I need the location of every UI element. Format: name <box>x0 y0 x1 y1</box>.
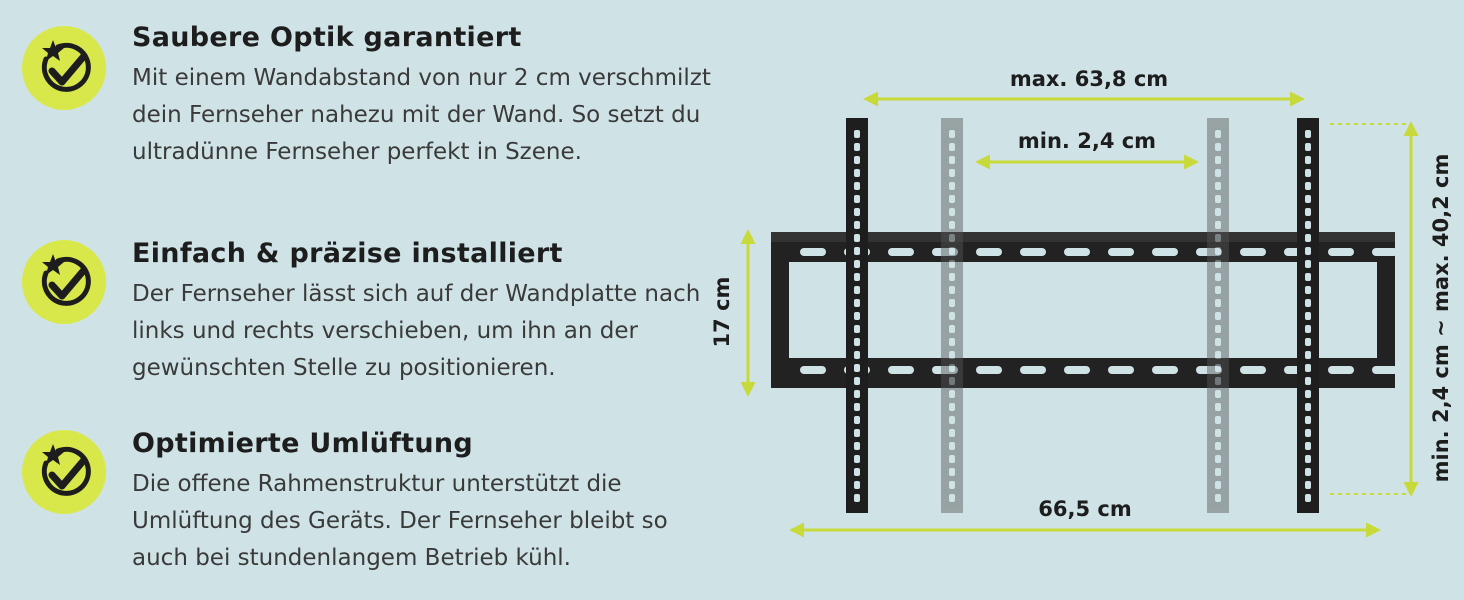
star-check-icon <box>22 430 106 514</box>
bracket-hole <box>1215 351 1221 359</box>
plate-slot <box>800 248 826 256</box>
bracket-hole <box>1305 299 1311 307</box>
bracket-hole <box>854 494 860 502</box>
bracket-hole <box>1215 286 1221 294</box>
bracket-min-right <box>1207 118 1229 513</box>
feature-text: Der Fernseher lässt sich auf der Wandplatte nach links und rechts verschieben, um ihn an der gewünschten Stelle zu positionieren. <box>132 281 701 381</box>
bracket-hole <box>1305 234 1311 242</box>
bracket-hole <box>1215 156 1221 164</box>
plate-slot <box>1064 366 1090 374</box>
bracket-hole <box>949 195 955 203</box>
bracket-hole <box>854 455 860 463</box>
bracket-hole <box>854 195 860 203</box>
bracket-hole <box>1305 221 1311 229</box>
bracket-hole <box>1305 338 1311 346</box>
bracket-hole <box>1215 325 1221 333</box>
bracket-hole <box>949 234 955 242</box>
bracket-hole <box>1215 234 1221 242</box>
bracket-hole <box>949 390 955 398</box>
bracket-hole <box>1305 247 1311 255</box>
plate-slot <box>800 366 826 374</box>
feature-title: Einfach & präzise installiert <box>132 238 563 269</box>
bracket-max-right <box>1297 118 1319 513</box>
star-check-icon <box>22 240 106 324</box>
bracket-hole <box>1215 364 1221 372</box>
bracket-hole <box>949 221 955 229</box>
bracket-hole <box>854 169 860 177</box>
bracket-hole <box>1305 416 1311 424</box>
bracket-hole <box>854 143 860 151</box>
bracket-hole <box>1305 130 1311 138</box>
bracket-hole <box>854 416 860 424</box>
bracket-hole <box>1215 221 1221 229</box>
bracket-max-left <box>846 118 868 513</box>
bracket-hole <box>949 403 955 411</box>
feature-easy-install <box>22 238 712 388</box>
feature-text: Die offene Rahmenstruktur unterstützt die Umlüftung des Geräts. Der Fernseher bleibt so auch bei stundenlangem Betrieb kühl. <box>132 471 668 571</box>
bracket-hole <box>1215 481 1221 489</box>
bracket-hole <box>1215 182 1221 190</box>
bracket-hole <box>949 260 955 268</box>
bracket-hole <box>1215 273 1221 281</box>
plate-slot <box>888 248 914 256</box>
bracket-hole <box>949 299 955 307</box>
vertical-range-label: min. 2,4 cm ~ max. 40,2 cm <box>1429 153 1453 483</box>
plate-slot <box>1152 248 1178 256</box>
bracket-hole <box>949 494 955 502</box>
bracket-hole <box>1215 468 1221 476</box>
bracket-hole <box>949 442 955 450</box>
bracket-hole <box>1305 494 1311 502</box>
plate-slot <box>1328 366 1354 374</box>
bracket-hole <box>949 273 955 281</box>
bracket-hole <box>854 364 860 372</box>
bracket-hole <box>854 156 860 164</box>
bracket-hole <box>1305 481 1311 489</box>
bracket-hole <box>1305 260 1311 268</box>
bracket-hole <box>854 442 860 450</box>
bracket-hole <box>854 390 860 398</box>
plate-slot <box>976 366 1002 374</box>
bracket-hole <box>1305 390 1311 398</box>
bracket-hole <box>1215 429 1221 437</box>
bracket-hole <box>1215 377 1221 385</box>
bracket-hole <box>1305 468 1311 476</box>
bracket-hole <box>949 312 955 320</box>
bracket-hole <box>949 416 955 424</box>
plate-slot <box>1020 366 1046 374</box>
bracket-hole <box>1305 351 1311 359</box>
bracket-hole <box>1305 455 1311 463</box>
bracket-hole <box>949 130 955 138</box>
min-width-label: min. 2,4 cm <box>1017 129 1157 153</box>
feature-title: Saubere Optik garantiert <box>132 22 522 53</box>
bracket-hole <box>854 299 860 307</box>
bracket-hole <box>1305 312 1311 320</box>
bracket-hole <box>1305 403 1311 411</box>
plate-slot <box>1240 366 1266 374</box>
bracket-hole <box>1215 169 1221 177</box>
bracket-hole <box>854 208 860 216</box>
bracket-hole <box>1215 260 1221 268</box>
bracket-hole <box>949 468 955 476</box>
bracket-hole <box>854 377 860 385</box>
bracket-hole <box>949 208 955 216</box>
bracket-hole <box>949 156 955 164</box>
bracket-hole <box>949 182 955 190</box>
height-label: 17 cm <box>710 276 734 348</box>
bracket-hole <box>854 312 860 320</box>
bracket-hole <box>1305 364 1311 372</box>
plate-slot <box>1328 248 1354 256</box>
bracket-hole <box>1305 273 1311 281</box>
bracket-hole <box>1305 143 1311 151</box>
bracket-hole <box>1215 338 1221 346</box>
bracket-hole <box>949 286 955 294</box>
bracket-hole <box>1305 195 1311 203</box>
bracket-hole <box>1215 442 1221 450</box>
bracket-hole <box>949 338 955 346</box>
bracket-hole <box>1215 208 1221 216</box>
bracket-hole <box>854 403 860 411</box>
bracket-hole <box>1305 325 1311 333</box>
bracket-hole <box>949 377 955 385</box>
bracket-hole <box>854 481 860 489</box>
bracket-hole <box>854 234 860 242</box>
bracket-hole <box>1305 156 1311 164</box>
bracket-hole <box>1305 169 1311 177</box>
plate-slot <box>976 248 1002 256</box>
bracket-hole <box>854 260 860 268</box>
bracket-hole <box>854 338 860 346</box>
bracket-hole <box>949 455 955 463</box>
plate-slot <box>1064 248 1090 256</box>
bracket-hole <box>1215 312 1221 320</box>
plate-slot <box>1152 366 1178 374</box>
bracket-hole <box>1305 429 1311 437</box>
plate-slot <box>1020 248 1046 256</box>
bracket-hole <box>1215 195 1221 203</box>
feature-title: Optimierte Umlüftung <box>132 428 474 459</box>
bracket-hole <box>854 429 860 437</box>
bracket-hole <box>1215 416 1221 424</box>
bracket-hole <box>854 221 860 229</box>
bracket-hole <box>1215 130 1221 138</box>
bracket-hole <box>949 351 955 359</box>
bracket-hole <box>1305 442 1311 450</box>
bracket-hole <box>949 481 955 489</box>
bracket-hole <box>1215 390 1221 398</box>
bracket-hole <box>1305 286 1311 294</box>
bracket-hole <box>1215 455 1221 463</box>
feature-text: Mit einem Wandabstand von nur 2 cm verschmilzt dein Fernseher nahezu mit der Wand. So setzt du ultradünne Fernseher perfekt in Szene. <box>132 65 711 165</box>
bracket-hole <box>949 429 955 437</box>
plate-width-label: 66,5 cm <box>1038 497 1132 521</box>
bracket-hole <box>854 286 860 294</box>
bracket-hole <box>854 130 860 138</box>
bracket-hole <box>949 169 955 177</box>
wall-mount-diagram <box>700 0 1464 600</box>
feature-clean-look <box>22 22 712 212</box>
bracket-hole <box>949 364 955 372</box>
bracket-hole <box>854 468 860 476</box>
bracket-hole <box>1215 494 1221 502</box>
bracket-hole <box>1215 143 1221 151</box>
plate-slot <box>1108 366 1134 374</box>
bracket-hole <box>1215 247 1221 255</box>
bracket-hole <box>854 325 860 333</box>
bracket-hole <box>1305 208 1311 216</box>
plate-slot <box>1108 248 1134 256</box>
bracket-hole <box>854 273 860 281</box>
bracket-hole <box>854 247 860 255</box>
plate-slot <box>1240 248 1266 256</box>
max-width-label: max. 63,8 cm <box>1009 67 1169 91</box>
bracket-hole <box>949 325 955 333</box>
bracket-hole <box>949 247 955 255</box>
bracket-hole <box>1215 299 1221 307</box>
bracket-hole <box>1215 403 1221 411</box>
bracket-hole <box>854 351 860 359</box>
bracket-hole <box>949 143 955 151</box>
plate-slot <box>888 366 914 374</box>
bracket-hole <box>1305 377 1311 385</box>
plate-slot <box>1372 366 1398 374</box>
bracket-hole <box>1305 182 1311 190</box>
plate-slot <box>1372 248 1398 256</box>
bracket-hole <box>854 182 860 190</box>
feature-ventilation <box>22 428 712 578</box>
star-check-icon <box>22 26 106 110</box>
bracket-min-left <box>941 118 963 513</box>
